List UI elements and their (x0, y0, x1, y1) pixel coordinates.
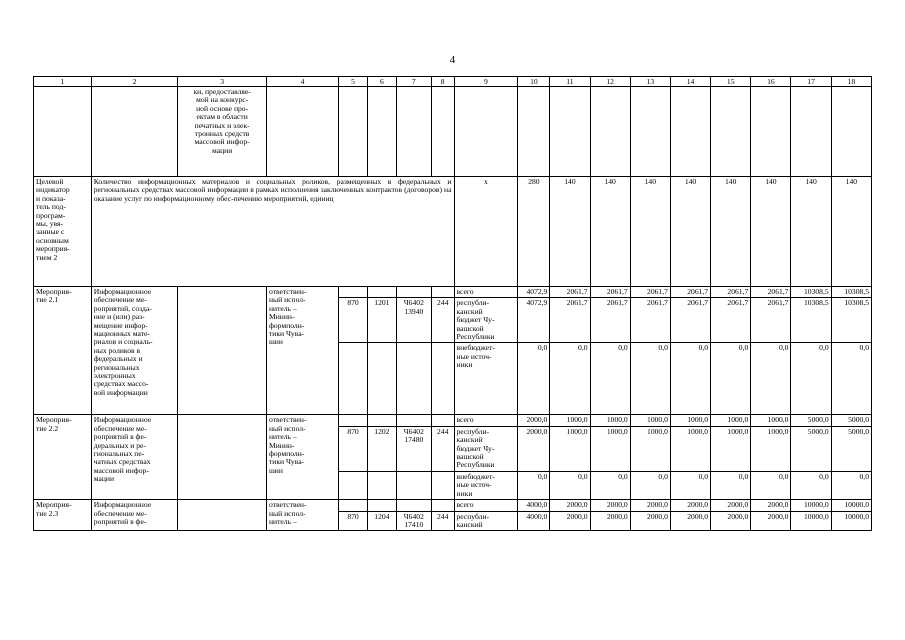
value-cell: 2061,7 (550, 298, 590, 343)
value-cell: 2061,7 (670, 287, 710, 298)
header-cell: 2 (91, 77, 178, 87)
table-cell (791, 87, 831, 177)
code-cell: 1204 (367, 511, 396, 531)
code-cell: 244 (431, 511, 454, 531)
indicator-value: 280 (518, 177, 550, 287)
value-cell: 2000,0 (518, 415, 550, 426)
indicator-value: 140 (670, 177, 710, 287)
value-cell: 0,0 (791, 343, 831, 415)
value-cell: 2061,7 (590, 298, 630, 343)
table-cell (367, 471, 396, 499)
source-name: республи- канский бюджет Чу- вашской Республики (454, 298, 518, 343)
value-cell: 2061,7 (550, 287, 590, 298)
table-cell (751, 87, 791, 177)
code-cell: 870 (339, 298, 368, 343)
value-cell: 0,0 (711, 343, 751, 415)
table-cell (339, 500, 368, 511)
value-cell: 1000,0 (751, 415, 791, 426)
value-cell: 2000,0 (590, 511, 630, 531)
source-name: республи- канский бюджет Чу- вашской Республики (454, 426, 518, 471)
table-cell (431, 471, 454, 499)
indicator-c9: x (454, 177, 518, 287)
event-label: Мероприя- тие 2.1 (34, 287, 92, 415)
value-cell: 1000,0 (711, 415, 751, 426)
code-cell: 1201 (367, 298, 396, 343)
value-cell: 2061,7 (711, 287, 751, 298)
indicator-text: Количество информационных материалов и социальных роликов, размещенных в федеральных и региональных средствах массовой информации в рамках исполнения заключенных контрактов (договоров) на оказание услуг по информационному обес-печению мероприятий, единиц (91, 177, 454, 287)
table-cell (34, 87, 92, 177)
code-cell: 244 (431, 298, 454, 343)
indicator-value: 140 (791, 177, 831, 287)
header-cell: 1 (34, 77, 92, 87)
table-cell (339, 415, 368, 426)
source-name: всего (454, 287, 518, 298)
continuation-text: ки, предоставляе- мой на конкурс- ной основе про- ектам в области печатных и элек- тронных средств массовой инфор- мации (178, 87, 267, 177)
table-cell (431, 87, 454, 177)
event-name: Информационное обеспечение ме- роприятий в фе- деральных и ре- гиональных пе- чатных средствах массовой инфор- мации (91, 415, 178, 500)
table-cell (367, 87, 396, 177)
source-name: всего (454, 500, 518, 511)
table-cell (178, 287, 267, 415)
header-cell: 7 (396, 77, 431, 87)
table-cell (396, 471, 431, 499)
value-cell: 1000,0 (550, 426, 590, 471)
value-cell: 2061,7 (670, 298, 710, 343)
value-cell: 0,0 (630, 343, 670, 415)
table-cell (550, 87, 590, 177)
table-cell (670, 87, 710, 177)
table-cell (396, 415, 431, 426)
table-row (34, 415, 872, 426)
value-cell: 2000,0 (550, 511, 590, 531)
value-cell: 0,0 (590, 343, 630, 415)
header-cell: 15 (711, 77, 751, 87)
value-cell: 4000,0 (518, 500, 550, 511)
value-cell: 1000,0 (590, 415, 630, 426)
table-cell (266, 87, 338, 177)
table-cell (339, 471, 368, 499)
table-cell (367, 343, 396, 415)
value-cell: 2061,7 (711, 298, 751, 343)
table-cell (367, 287, 396, 298)
value-cell: 10000,0 (831, 511, 871, 531)
indicator-label: Целевой индикатор и показа- тель под- програм- мы, увя- занные с основным мероприя- тием 2 (34, 177, 92, 287)
indicator-value: 140 (831, 177, 871, 287)
table-cell (396, 500, 431, 511)
table-cell (431, 500, 454, 511)
table-cell (831, 87, 871, 177)
value-cell: 2061,7 (590, 287, 630, 298)
source-name: внебюджет- ные источ- ники (454, 343, 518, 415)
header-cell: 17 (791, 77, 831, 87)
header-cell: 10 (518, 77, 550, 87)
value-cell: 4072,9 (518, 287, 550, 298)
value-cell: 0,0 (711, 471, 751, 499)
value-cell: 1000,0 (630, 415, 670, 426)
code-cell: Ч6402 17480 (396, 426, 431, 471)
table-cell (367, 500, 396, 511)
event-label: Мероприя- тие 2.2 (34, 415, 92, 500)
value-cell: 0,0 (751, 471, 791, 499)
indicator-value: 140 (751, 177, 791, 287)
table-cell (178, 415, 267, 500)
table-cell (454, 87, 518, 177)
value-cell: 0,0 (791, 471, 831, 499)
code-cell: 244 (431, 426, 454, 471)
value-cell: 2061,7 (630, 298, 670, 343)
header-cell: 14 (670, 77, 710, 87)
event-executor: ответствен- ный испол- нитель – Минин- формполи- тики Чува- шии (266, 415, 338, 500)
value-cell: 2000,0 (550, 500, 590, 511)
event-name: Информационное обеспечение ме- роприятий, созда- ние и (или) раз- мещение инфор- мационных мате- риалов и социаль- ных роликов в федеральных и региональных электронных средствах массо- вой информации (91, 287, 178, 415)
value-cell: 2000,0 (630, 500, 670, 511)
value-cell: 10000,0 (791, 511, 831, 531)
table-cell (396, 87, 431, 177)
header-cell: 5 (339, 77, 368, 87)
program-table (33, 76, 872, 531)
source-name: всего (454, 415, 518, 426)
indicator-value: 140 (630, 177, 670, 287)
table-cell (367, 415, 396, 426)
value-cell: 10308,5 (791, 298, 831, 343)
indicator-row (34, 177, 872, 287)
table-cell (178, 500, 267, 531)
header-cell: 18 (831, 77, 871, 87)
value-cell: 0,0 (590, 471, 630, 499)
value-cell: 5000,0 (831, 415, 871, 426)
value-cell: 2000,0 (590, 500, 630, 511)
value-cell: 2000,0 (670, 511, 710, 531)
source-name: республи- канский (454, 511, 518, 531)
header-cell: 9 (454, 77, 518, 87)
table-row (34, 287, 872, 298)
table-cell (431, 415, 454, 426)
value-cell: 10000,0 (791, 500, 831, 511)
header-cell: 4 (266, 77, 338, 87)
continuation-row (34, 87, 872, 177)
indicator-value: 140 (590, 177, 630, 287)
table-cell (590, 87, 630, 177)
value-cell: 2000,0 (518, 426, 550, 471)
code-cell: 1202 (367, 426, 396, 471)
page-number: 4 (449, 54, 456, 66)
table-cell (91, 87, 178, 177)
value-cell: 0,0 (550, 343, 590, 415)
table-cell (339, 343, 368, 415)
value-cell: 1000,0 (711, 426, 751, 471)
value-cell: 0,0 (518, 471, 550, 499)
code-cell: 870 (339, 426, 368, 471)
value-cell: 2000,0 (630, 511, 670, 531)
value-cell: 10308,5 (831, 298, 871, 343)
value-cell: 0,0 (630, 471, 670, 499)
value-cell: 1000,0 (751, 426, 791, 471)
source-name: внебюджет- ные источ- ники (454, 471, 518, 499)
header-cell: 3 (178, 77, 267, 87)
value-cell: 0,0 (670, 471, 710, 499)
indicator-value: 140 (711, 177, 751, 287)
value-cell: 5000,0 (831, 426, 871, 471)
header-cell: 13 (630, 77, 670, 87)
value-cell: 2000,0 (670, 500, 710, 511)
table-cell (518, 87, 550, 177)
header-cell: 12 (590, 77, 630, 87)
table-cell (396, 287, 431, 298)
value-cell: 2061,7 (751, 298, 791, 343)
indicator-value: 140 (550, 177, 590, 287)
header-cell: 8 (431, 77, 454, 87)
code-cell: Ч6402 13940 (396, 298, 431, 343)
code-cell: Ч6402 17410 (396, 511, 431, 531)
value-cell: 0,0 (518, 343, 550, 415)
event-label: Мероприя- тие 2.3 (34, 500, 92, 531)
value-cell: 1000,0 (630, 426, 670, 471)
value-cell: 0,0 (831, 471, 871, 499)
value-cell: 0,0 (670, 343, 710, 415)
table-cell (339, 87, 368, 177)
code-cell: 870 (339, 511, 368, 531)
value-cell: 0,0 (550, 471, 590, 499)
value-cell: 0,0 (831, 343, 871, 415)
value-cell: 2000,0 (711, 500, 751, 511)
value-cell: 2000,0 (751, 500, 791, 511)
event-name: Информационное обеспечение ме- роприятий в фе- (91, 500, 178, 531)
table-cell (396, 343, 431, 415)
table-cell (630, 87, 670, 177)
value-cell: 2000,0 (751, 511, 791, 531)
value-cell: 1000,0 (670, 415, 710, 426)
value-cell: 10000,0 (831, 500, 871, 511)
value-cell: 1000,0 (590, 426, 630, 471)
table-cell (339, 287, 368, 298)
table-cell (711, 87, 751, 177)
value-cell: 2061,7 (751, 287, 791, 298)
value-cell: 5000,0 (791, 415, 831, 426)
event-executor: ответствен- ный испол- нитель – Минин- формполи- тики Чува- шии (266, 287, 338, 415)
value-cell: 0,0 (751, 343, 791, 415)
value-cell: 1000,0 (550, 415, 590, 426)
value-cell: 10308,5 (791, 287, 831, 298)
value-cell: 1000,0 (670, 426, 710, 471)
table-row (34, 500, 872, 511)
value-cell: 2061,7 (630, 287, 670, 298)
value-cell: 5000,0 (791, 426, 831, 471)
table-cell (431, 287, 454, 298)
value-cell: 2000,0 (711, 511, 751, 531)
header-cell: 6 (367, 77, 396, 87)
table-cell (431, 343, 454, 415)
value-cell: 10308,5 (831, 287, 871, 298)
header-cell: 16 (751, 77, 791, 87)
value-cell: 4072,9 (518, 298, 550, 343)
header-row (34, 77, 872, 87)
header-cell: 11 (550, 77, 590, 87)
event-executor: ответствен- ный испол- нитель – (266, 500, 338, 531)
value-cell: 4000,0 (518, 511, 550, 531)
